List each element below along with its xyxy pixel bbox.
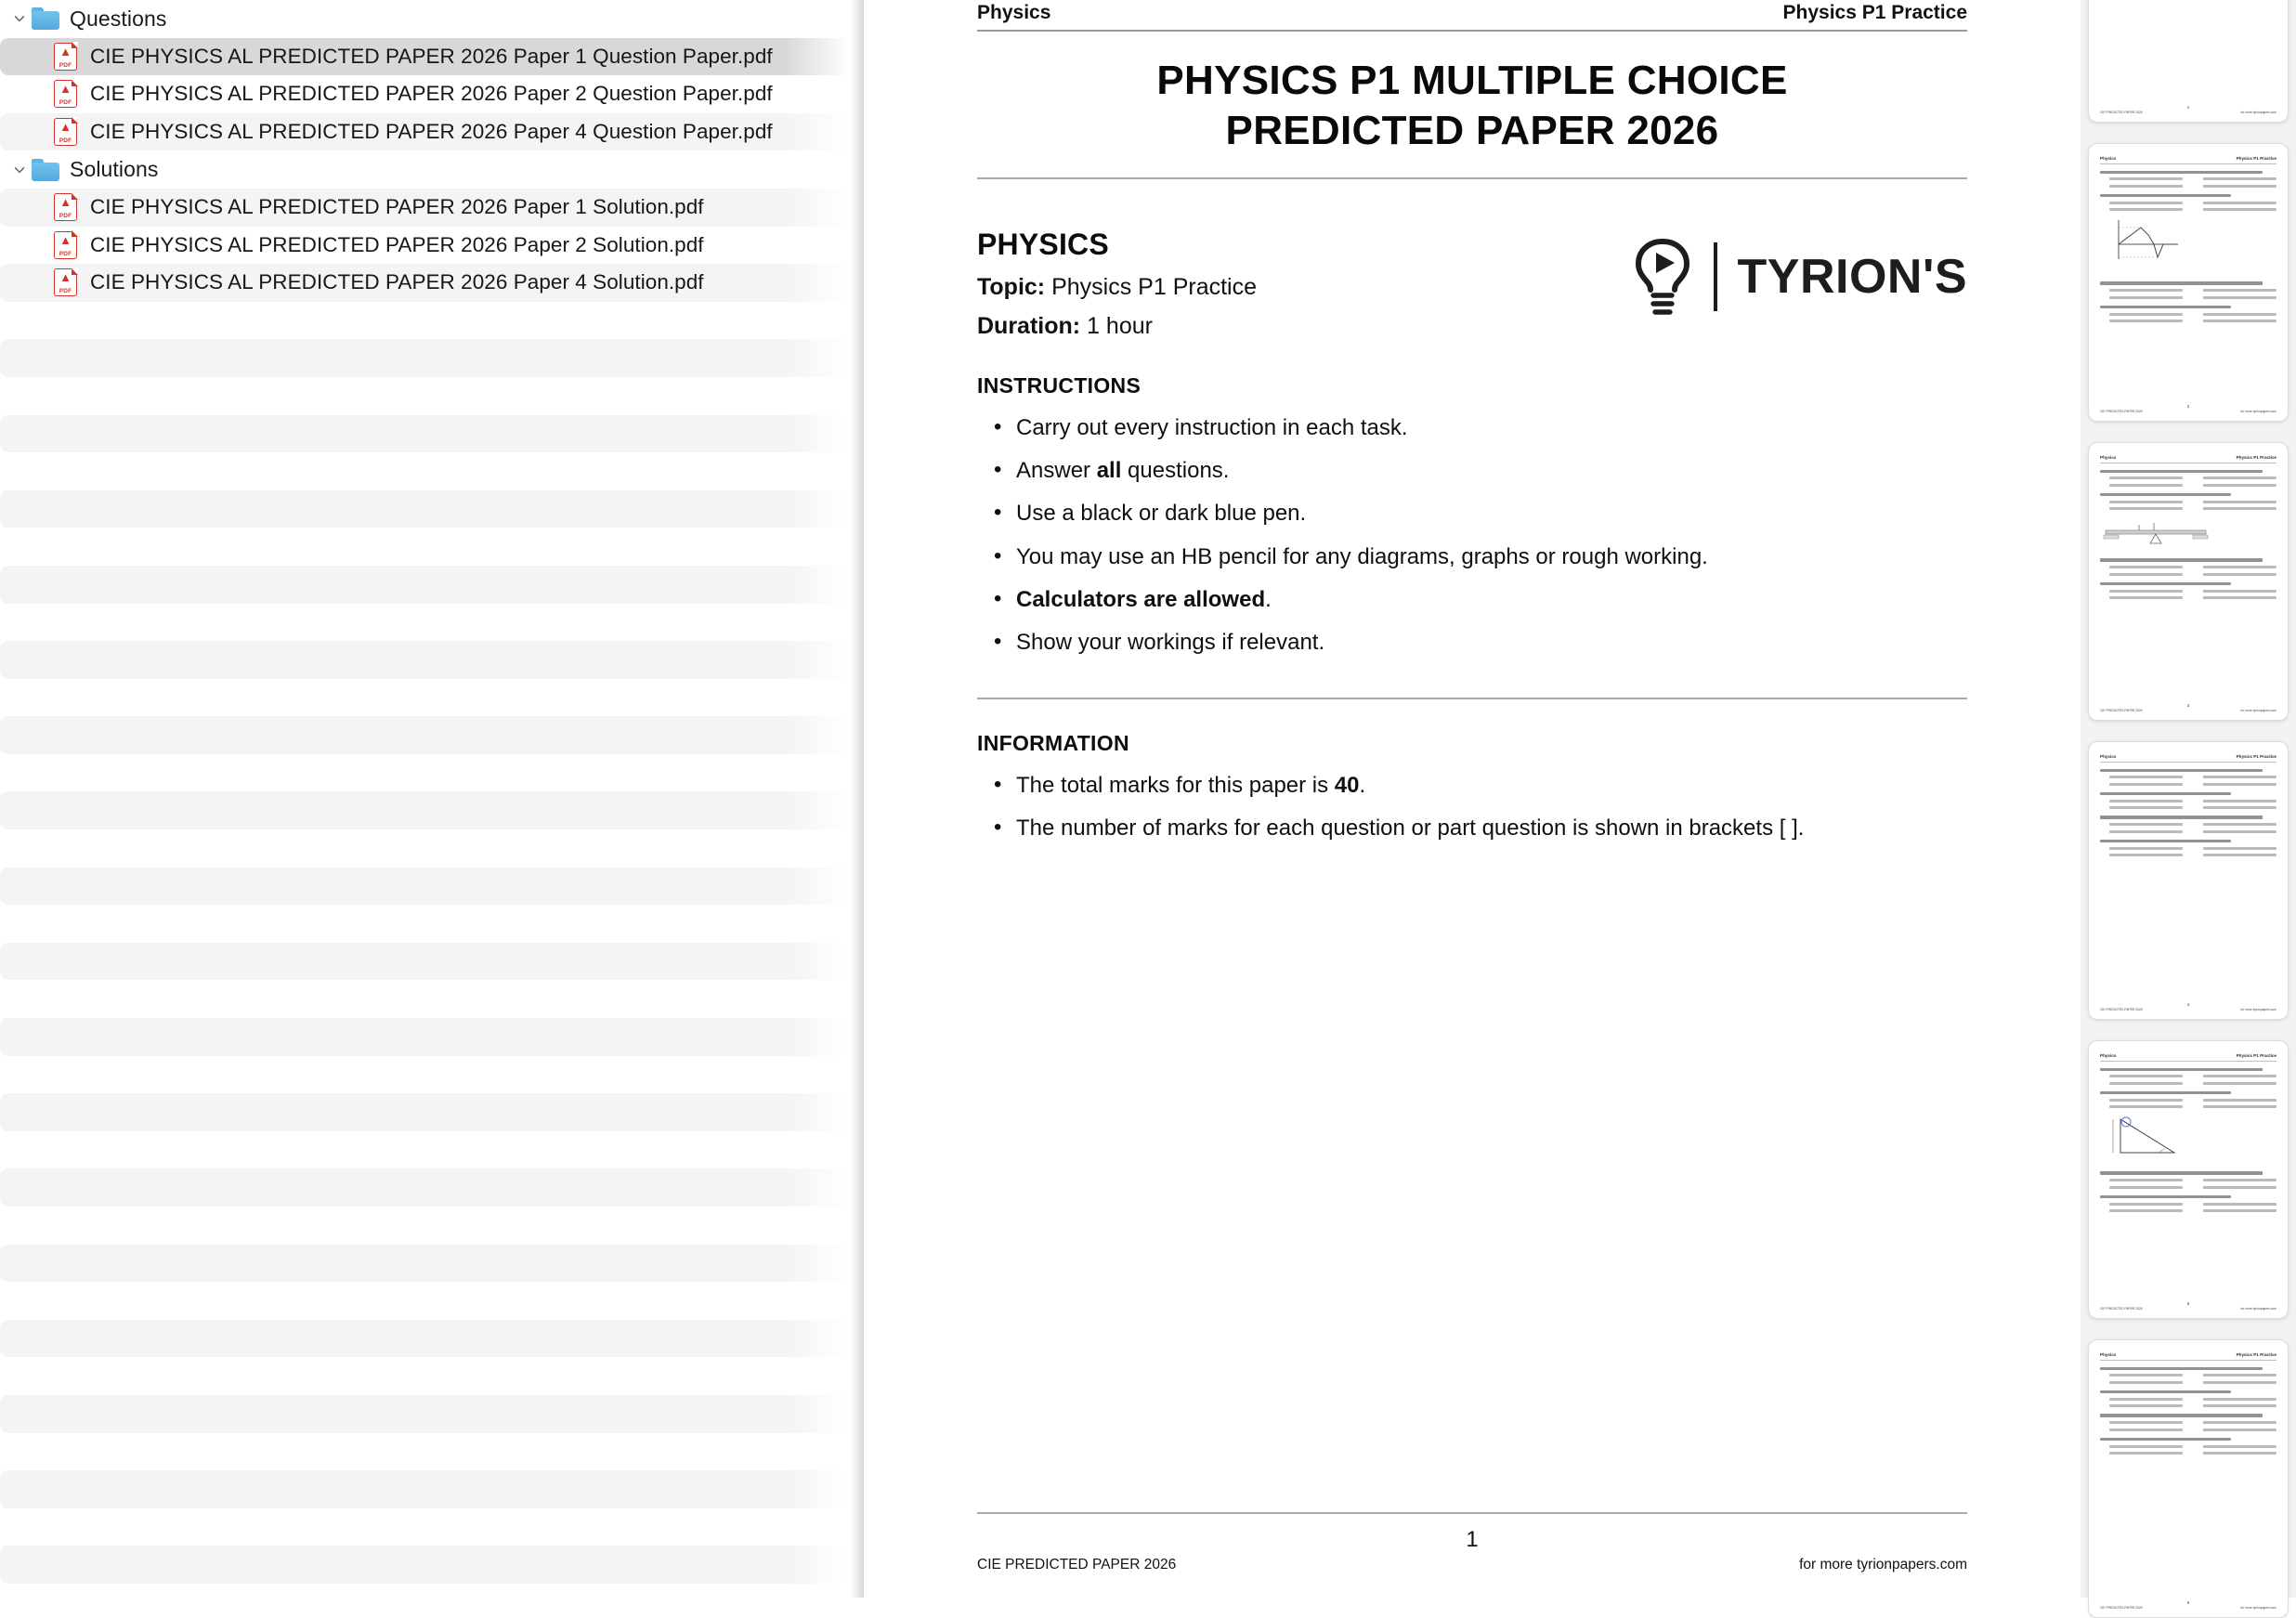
instruction-item: • Carry out every instruction in each task. xyxy=(977,413,1967,442)
logo-divider xyxy=(1714,242,1717,311)
duration-label: Duration: xyxy=(977,312,1081,339)
tree-empty-row xyxy=(0,1131,864,1169)
thumb-header xyxy=(2100,455,2276,463)
tree-empty-row xyxy=(0,1168,864,1207)
thumb-header-right: Physics P1 Practice xyxy=(2236,1352,2276,1357)
thumb-page-number: 6 xyxy=(2186,1600,2190,1605)
thumb-header xyxy=(2100,1352,2276,1361)
tree-empty-row xyxy=(0,754,864,792)
information-heading: INFORMATION xyxy=(977,730,1129,755)
folder-icon xyxy=(32,7,59,30)
thumb-header-left: Physics xyxy=(2100,156,2117,161)
duration-row xyxy=(977,313,1257,340)
thumb-footer-right: for more tyrionpapers.com xyxy=(2240,1008,2276,1011)
tree-empty-row xyxy=(0,868,864,906)
thumb-page-number: 5 xyxy=(2186,1301,2190,1306)
tree-empty-row xyxy=(0,1282,864,1320)
thumbnail-page-2[interactable] xyxy=(2088,143,2289,422)
instruction-item: • Answer all questions. xyxy=(977,456,1967,485)
header-subject: Physics xyxy=(977,2,1051,23)
pdf-file-icon: ▲ PDF xyxy=(54,268,77,296)
thumb-footer-left: CIE PREDICTED PAPER 2026 xyxy=(2100,1307,2143,1311)
thumb-footer-right: for more tyrionpapers.com xyxy=(2240,1606,2276,1610)
tree-file-row[interactable] xyxy=(0,264,864,302)
tree-empty-row xyxy=(0,791,864,829)
pdf-file-icon: ▲ PDF xyxy=(54,43,77,71)
footer-left-text: CIE PREDICTED PAPER 2026 xyxy=(977,1557,1177,1572)
tree-file-label: CIE PHYSICS AL PREDICTED PAPER 2026 Paper 4 Question Paper.pdf xyxy=(90,120,773,144)
tree-empty-row xyxy=(0,339,864,377)
paper-meta-text xyxy=(977,228,1257,340)
tree-empty-row xyxy=(0,1207,864,1245)
thumb-page-number: 4 xyxy=(2186,1002,2190,1007)
pdf-file-icon: ▲ PDF xyxy=(54,231,77,259)
tree-group-questions[interactable] xyxy=(0,0,864,38)
duration-value: 1 hour xyxy=(1087,312,1153,339)
tree-empty-row xyxy=(0,528,864,566)
logo-wordmark: TYRION'S xyxy=(1737,249,1967,304)
tree-file-label: CIE PHYSICS AL PREDICTED PAPER 2026 Paper 4 Solution.pdf xyxy=(90,270,704,294)
thumb-footer-left: CIE PREDICTED PAPER 2026 xyxy=(2100,709,2143,712)
tree-file-label: CIE PHYSICS AL PREDICTED PAPER 2026 Paper 2 Solution.pdf xyxy=(90,232,704,256)
tree-group-solutions[interactable] xyxy=(0,150,864,189)
information-list xyxy=(977,771,1967,842)
thumb-footer-right: for more tyrionpapers.com xyxy=(2240,1307,2276,1311)
tree-file-label: CIE PHYSICS AL PREDICTED PAPER 2026 Paper 1 Question Paper.pdf xyxy=(90,44,773,68)
tree-empty-row xyxy=(0,1546,864,1584)
thumb-header-right: Physics P1 Practice xyxy=(2236,754,2276,759)
tree-empty-row xyxy=(0,679,864,717)
tree-empty-row xyxy=(0,943,864,981)
subject-label: PHYSICS xyxy=(977,227,1109,261)
pdf-viewer[interactable] xyxy=(864,0,2081,1598)
thumb-page-number: 1 xyxy=(2186,105,2190,110)
thumb-footer-left: CIE PREDICTED PAPER 2026 xyxy=(2100,111,2143,114)
tree-empty-row xyxy=(0,1395,864,1433)
tree-empty-row xyxy=(0,1357,864,1395)
tree-empty-row xyxy=(0,302,864,340)
lightbulb-play-icon xyxy=(1632,237,1693,317)
thumb-footer xyxy=(2100,404,2276,413)
thumbnail-page-5[interactable] xyxy=(2088,1040,2289,1319)
title-line-1: PHYSICS P1 MULTIPLE CHOICE xyxy=(1156,58,1788,103)
thumb-footer xyxy=(2100,703,2276,712)
instructions-heading: INSTRUCTIONS xyxy=(977,372,1141,398)
thumb-header xyxy=(2100,754,2276,763)
thumb-footer-right: for more tyrionpapers.com xyxy=(2240,111,2276,114)
tree-file-row[interactable] xyxy=(0,227,864,265)
footer-rule xyxy=(977,1512,1967,1514)
thumb-header-left: Physics xyxy=(2100,754,2117,759)
information-section xyxy=(977,699,1967,842)
tree-file-row[interactable] xyxy=(0,113,864,151)
thumb-header-right: Physics P1 Practice xyxy=(2236,1053,2276,1058)
thumb-figure-velocity-graph xyxy=(2100,216,2185,270)
thumb-header xyxy=(2100,156,2276,164)
thumb-footer-left: CIE PREDICTED PAPER 2026 xyxy=(2100,410,2143,413)
thumb-header-right: Physics P1 Practice xyxy=(2236,455,2276,460)
page-number: 1 xyxy=(1466,1527,1479,1552)
file-tree-list[interactable] xyxy=(0,0,864,1584)
topic-label: Topic: xyxy=(977,273,1046,300)
thumb-header-left: Physics xyxy=(2100,1352,2117,1357)
pdf-file-icon: ▲ PDF xyxy=(54,118,77,146)
tree-file-row[interactable] xyxy=(0,75,864,113)
paper-meta xyxy=(977,179,1967,340)
instructions-section xyxy=(977,340,1967,657)
tree-empty-row xyxy=(0,1508,864,1546)
tree-empty-row xyxy=(0,1056,864,1094)
pdf-page-1 xyxy=(864,0,2081,1598)
thumb-header xyxy=(2100,1053,2276,1062)
pdf-file-icon: ▲ PDF xyxy=(54,80,77,108)
tree-empty-row xyxy=(0,1245,864,1283)
thumbnail-page-6[interactable] xyxy=(2088,1339,2289,1618)
page-footer xyxy=(977,1512,1967,1573)
page-title xyxy=(977,32,1967,177)
folder-icon xyxy=(32,159,59,181)
tree-file-label: CIE PHYSICS AL PREDICTED PAPER 2026 Paper 2 Question Paper.pdf xyxy=(90,82,773,106)
thumb-figure-incline xyxy=(2100,1114,2189,1160)
thumb-figure-seesaw xyxy=(2100,515,2211,547)
tree-empty-row xyxy=(0,641,864,679)
tyrions-logo xyxy=(1632,237,1968,317)
footer-row xyxy=(977,1557,1967,1573)
instruction-item: • Show your workings if relevant. xyxy=(977,628,1967,657)
tree-empty-row xyxy=(0,604,864,642)
information-item: • The total marks for this paper is 40. xyxy=(977,771,1967,800)
thumb-page-number: 3 xyxy=(2186,703,2190,708)
file-tree-panel[interactable] xyxy=(0,0,864,1598)
thumb-footer xyxy=(2100,1301,2276,1311)
tree-empty-row xyxy=(0,1433,864,1471)
tree-empty-row xyxy=(0,1320,864,1358)
thumb-page-number: 2 xyxy=(2186,404,2190,409)
thumb-footer-left: CIE PREDICTED PAPER 2026 xyxy=(2100,1008,2143,1011)
thumbnail-page-4[interactable] xyxy=(2088,741,2289,1020)
tree-empty-row xyxy=(0,452,864,490)
tree-empty-row xyxy=(0,905,864,943)
tree-empty-row xyxy=(0,1018,864,1056)
tree-group-label: Solutions xyxy=(70,157,159,182)
footer-right-text: for more tyrionpapers.com xyxy=(1799,1557,1967,1572)
thumbnail-page-3[interactable] xyxy=(2088,442,2289,721)
instructions-list xyxy=(977,413,1967,657)
thumbnail-rail[interactable] xyxy=(2081,0,2296,1610)
information-item: • The number of marks for each question or part question is shown in brackets [ ]. xyxy=(977,814,1967,842)
tree-empty-row xyxy=(0,377,864,415)
instruction-item: • Use a black or dark blue pen. xyxy=(977,499,1967,528)
tree-empty-row xyxy=(0,415,864,453)
pdf-file-icon: ▲ PDF xyxy=(54,193,77,221)
topic-row xyxy=(977,274,1257,301)
tree-empty-row xyxy=(0,490,864,528)
tree-empty-row xyxy=(0,1093,864,1131)
tree-empty-row xyxy=(0,716,864,754)
tree-group-label: Questions xyxy=(70,6,167,31)
tree-file-row[interactable] xyxy=(0,38,864,76)
thumb-footer xyxy=(2100,1600,2276,1610)
tree-empty-row xyxy=(0,980,864,1018)
page-running-header xyxy=(977,2,1967,30)
chevron-down-icon[interactable] xyxy=(7,7,32,31)
tree-file-label: CIE PHYSICS AL PREDICTED PAPER 2026 Paper 1 Solution.pdf xyxy=(90,195,704,219)
thumb-footer xyxy=(2100,1002,2276,1011)
instruction-item: • Calculators are allowed. xyxy=(977,585,1967,614)
instruction-item: • You may use an HB pencil for any diagrams, graphs or rough working. xyxy=(977,542,1967,571)
tree-empty-row xyxy=(0,566,864,604)
thumb-header-left: Physics xyxy=(2100,1053,2117,1058)
thumb-footer-left: CIE PREDICTED PAPER 2026 xyxy=(2100,1606,2143,1610)
thumb-footer xyxy=(2100,105,2276,114)
chevron-down-icon[interactable] xyxy=(7,158,32,182)
tree-empty-row xyxy=(0,1470,864,1508)
tree-file-row[interactable] xyxy=(0,189,864,227)
thumb-footer-right: for more tyrionpapers.com xyxy=(2240,709,2276,712)
thumbnail-page-1[interactable] xyxy=(2088,0,2289,123)
thumb-footer-right: for more tyrionpapers.com xyxy=(2240,410,2276,413)
topic-value: Physics P1 Practice xyxy=(1051,273,1258,300)
tree-empty-row xyxy=(0,829,864,868)
header-topic: Physics P1 Practice xyxy=(1782,2,1967,23)
title-line-2: PREDICTED PAPER 2026 xyxy=(1225,107,1719,153)
thumb-header-right: Physics P1 Practice xyxy=(2236,156,2276,161)
thumb-header-left: Physics xyxy=(2100,455,2117,460)
